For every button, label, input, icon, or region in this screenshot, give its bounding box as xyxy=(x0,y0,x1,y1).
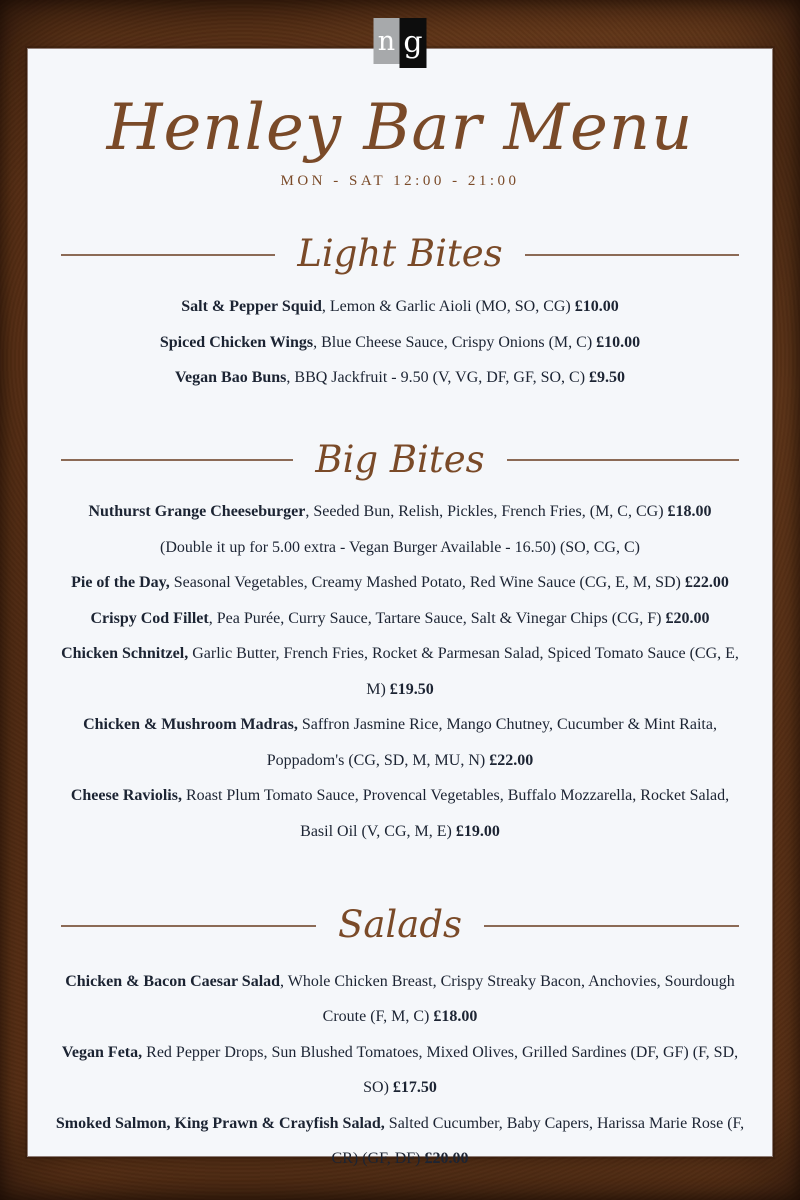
section-title: Big Bites xyxy=(315,437,485,481)
section-divider-right xyxy=(484,925,739,927)
item-name: Nuthurst Grange Cheeseburger xyxy=(88,503,306,521)
item-price: £9.50 xyxy=(589,369,626,387)
item-name: Spiced Chicken Wings xyxy=(159,333,314,351)
page-title: Henley Bar Menu xyxy=(106,91,694,165)
section-header xyxy=(61,437,739,481)
menu-item xyxy=(54,1035,746,1106)
item-price: £17.50 xyxy=(392,1079,437,1097)
section-title: Light Bites xyxy=(297,232,503,276)
menu-item xyxy=(54,289,746,325)
item-name: Pie of the Day, xyxy=(71,574,170,592)
item-name: Chicken & Mushroom Madras, xyxy=(83,716,298,734)
item-name: Chicken Schnitzel, xyxy=(61,645,189,663)
section-header xyxy=(61,905,739,946)
item-name: Vegan Bao Buns xyxy=(174,369,287,387)
section-divider-right xyxy=(507,459,739,461)
section-title: Salads xyxy=(338,903,462,947)
menu-section-light-bites xyxy=(28,234,772,395)
item-price: £18.00 xyxy=(433,1008,478,1026)
section-divider-right xyxy=(525,254,739,256)
item-name: Chicken & Bacon Caesar Salad xyxy=(65,972,281,990)
section-divider-left xyxy=(61,459,293,461)
item-desc: , Seeded Bun, Relish, Pickles, French Fries, (M, C, CG) xyxy=(305,503,668,521)
item-price: £22.00 xyxy=(684,574,729,592)
section-divider-left xyxy=(61,925,316,927)
logo-letter-n: n xyxy=(374,18,400,64)
menu-item xyxy=(54,601,746,637)
brand-logo xyxy=(374,18,427,68)
item-name: Smoked Salmon, King Prawn & Crayfish Salad, xyxy=(55,1114,385,1132)
section-items xyxy=(54,494,746,849)
item-desc: Salted Cucumber, Baby Capers, Harissa Marie Rose (F, CR) (GF, DF) xyxy=(331,1114,745,1168)
section-items xyxy=(54,289,746,396)
menu-sections xyxy=(28,234,772,1177)
item-price: £19.50 xyxy=(389,680,434,698)
item-desc: Red Pepper Drops, Sun Blushed Tomatoes, Mixed Olives, Grilled Sardines (DF, GF) (F, SD, SO) xyxy=(142,1043,739,1097)
item-name: Salt & Pepper Squid xyxy=(181,298,322,316)
item-price: £20.00 xyxy=(665,609,710,627)
item-desc: Garlic Butter, French Fries, Rocket & Parmesan Salad, Spiced Tomato Sauce (CG, E, M) xyxy=(188,645,739,698)
menu-item xyxy=(54,360,746,396)
item-desc: , Pea Purée, Curry Sauce, Tartare Sauce, Salt & Vinegar Chips (CG, F) xyxy=(208,609,666,627)
item-desc: , BBQ Jackfruit - 9.50 (V, VG, DF, GF, SO, C) xyxy=(286,369,590,387)
item-name: Crispy Cod Fillet xyxy=(90,609,209,627)
menu-section-big-bites xyxy=(28,437,772,850)
item-desc: , Whole Chicken Breast, Crispy Streaky Bacon, Anchovies, Sourdough Croute (F, M, C) xyxy=(280,972,735,1026)
menu-card xyxy=(27,48,773,1168)
logo-letter-g: g xyxy=(400,18,427,68)
section-items xyxy=(54,964,746,1177)
item-desc: (Double it up for 5.00 extra - Vegan Burger Available - 16.50) (SO, CG, C) xyxy=(160,538,640,556)
item-name: Cheese Raviolis, xyxy=(70,787,182,805)
item-desc: Roast Plum Tomato Sauce, Provencal Vegetables, Buffalo Mozzarella, Rocket Salad, Basil Oil (V, CG, M, E) xyxy=(181,787,730,840)
menu-item xyxy=(54,494,746,530)
item-price: £22.00 xyxy=(489,751,534,769)
item-desc: Seasonal Vegetables, Creamy Mashed Potato, Red Wine Sauce (CG, E, M, SD) xyxy=(169,574,685,592)
item-price: £10.00 xyxy=(596,333,641,351)
menu-item xyxy=(54,707,746,778)
menu-item xyxy=(54,636,746,707)
menu-item xyxy=(54,530,746,566)
item-price: £19.00 xyxy=(455,822,500,840)
menu-item xyxy=(54,778,746,849)
menu-item xyxy=(54,325,746,361)
opening-hours: MON - SAT 12:00 - 21:00 xyxy=(280,173,520,190)
item-price: £10.00 xyxy=(574,298,619,316)
item-price: £18.00 xyxy=(667,503,712,521)
menu-section-salads xyxy=(28,905,772,1177)
item-desc: Saffron Jasmine Rice, Mango Chutney, Cucumber & Mint Raita, Poppadom's (CG, SD, M, MU, N) xyxy=(266,716,717,769)
menu-item xyxy=(54,565,746,601)
section-divider-left xyxy=(61,254,275,256)
item-price: £20.00 xyxy=(424,1150,469,1168)
section-header xyxy=(61,234,739,275)
menu-item xyxy=(54,964,746,1035)
item-name: Vegan Feta, xyxy=(61,1043,143,1061)
menu-item xyxy=(54,1106,746,1177)
item-desc: , Lemon & Garlic Aioli (MO, SO, CG) xyxy=(321,298,575,316)
item-desc: , Blue Cheese Sauce, Crispy Onions (M, C) xyxy=(313,333,597,351)
